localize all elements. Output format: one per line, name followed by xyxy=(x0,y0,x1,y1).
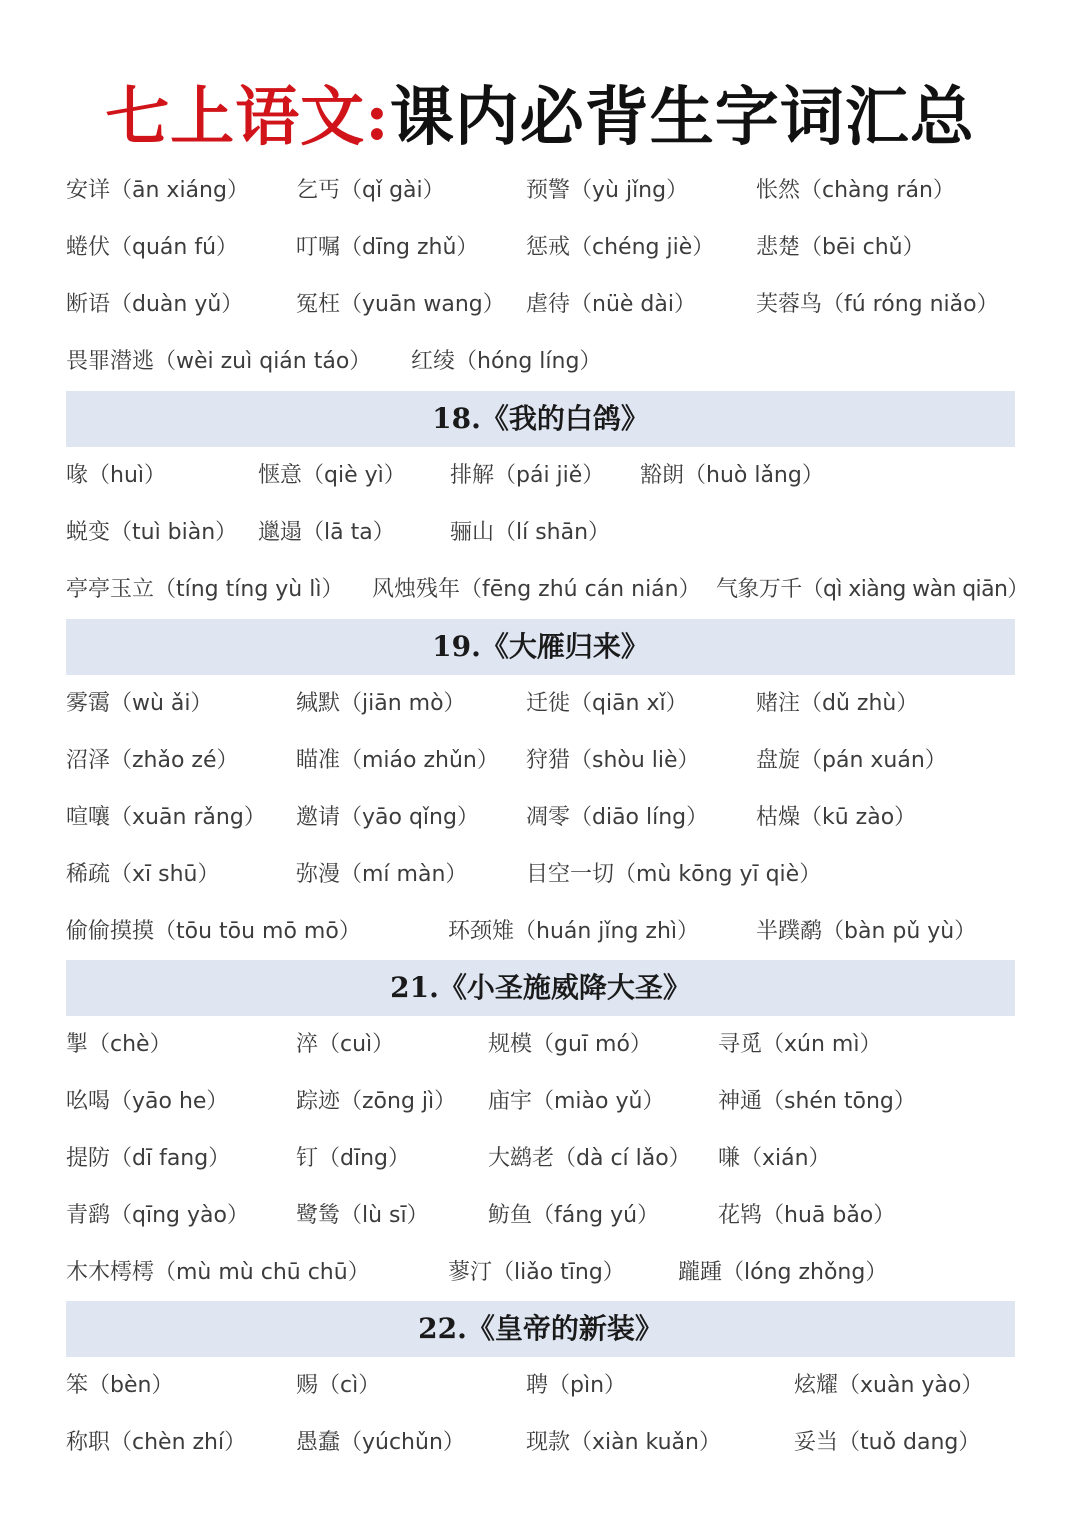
vocab-item: 鲂鱼（fáng yú） xyxy=(488,1203,660,1228)
vocab-item: 缄默（jiān mò） xyxy=(296,691,466,716)
vocab-row xyxy=(0,1196,1080,1236)
vocab-item: 寻觅（xún mì） xyxy=(718,1032,882,1057)
section-heading-bar xyxy=(66,1301,1015,1357)
vocab-item: 凋零（diāo líng） xyxy=(526,805,709,830)
vocab-item: 骊山（lí shān） xyxy=(450,520,611,545)
vocab-item: 炫耀（xuàn yào） xyxy=(794,1373,984,1398)
vocab-item: 乞丐（qǐ gài） xyxy=(296,178,445,203)
section-heading: 18.《我的白鸽》 xyxy=(432,402,649,435)
vocab-item: 青鹞（qīng yào） xyxy=(66,1203,249,1228)
vocab-item: 迁徙（qiān xǐ） xyxy=(526,691,688,716)
vocab-item: 沼泽（zhǎo zé） xyxy=(66,748,239,773)
vocab-item: 赌注（dǔ zhù） xyxy=(756,691,919,716)
vocab-row xyxy=(0,1082,1080,1122)
vocab-item: 稀疏（xī shū） xyxy=(66,862,220,887)
vocab-row xyxy=(0,513,1080,553)
vocab-item: 安详（ān xiáng） xyxy=(66,178,249,203)
vocab-row xyxy=(0,912,1080,952)
vocab-item: 称职（chèn zhí） xyxy=(66,1430,247,1455)
vocab-item: 现款（xiàn kuǎn） xyxy=(526,1430,721,1455)
vocab-row xyxy=(0,171,1080,211)
vocab-item: 邋遢（lā ta） xyxy=(258,520,395,545)
vocab-item: 亭亭玉立（tíng tíng yù lì） xyxy=(66,577,344,602)
vocab-item: 踪迹（zōng jì） xyxy=(296,1089,457,1114)
vocab-item: 半蹼鹬（bàn pǔ yù） xyxy=(756,919,977,944)
vocab-row xyxy=(0,855,1080,895)
vocab-item: 大鹚老（dà cí lǎo） xyxy=(488,1146,691,1171)
vocab-item: 断语（duàn yǔ） xyxy=(66,292,244,317)
vocab-item: 钉（dīng） xyxy=(296,1146,410,1171)
vocab-row xyxy=(0,1423,1080,1463)
vocab-item: 邀请（yāo qǐng） xyxy=(296,805,479,830)
section-heading-bar xyxy=(66,619,1015,675)
vocab-row xyxy=(0,1025,1080,1065)
vocab-item: 喙（huì） xyxy=(66,463,166,488)
vocab-row xyxy=(0,1139,1080,1179)
vocab-row xyxy=(0,342,1080,382)
vocab-item: 悲楚（bēi chǔ） xyxy=(756,235,925,260)
page-title xyxy=(0,78,1080,158)
vocab-item: 提防（dī fang） xyxy=(66,1146,231,1171)
vocab-row xyxy=(0,798,1080,838)
vocab-item: 怅然（chàng rán） xyxy=(756,178,955,203)
vocab-item: 聘（pìn） xyxy=(526,1373,627,1398)
vocab-item: 红绫（hóng líng） xyxy=(411,349,602,374)
vocab-item: 枯燥（kū zào） xyxy=(756,805,917,830)
section-heading-bar xyxy=(66,391,1015,447)
vocab-item: 气象万千（qì xiàng wàn qiān） xyxy=(716,577,1029,602)
vocab-item: 喧嚷（xuān rǎng） xyxy=(66,805,266,830)
title-part-black: 课内必背生字词汇总 xyxy=(389,80,975,155)
vocab-item: 风烛残年（fēng zhú cán nián） xyxy=(372,577,701,602)
vocab-item: 鹭鸶（lù sī） xyxy=(296,1203,429,1228)
vocab-item: 嗛（xián） xyxy=(718,1146,831,1171)
vocab-item: 豁朗（huò lǎng） xyxy=(640,463,824,488)
vocab-item: 躘踵（lóng zhǒng） xyxy=(678,1260,888,1285)
vocab-row xyxy=(0,684,1080,724)
section-heading: 19.《大雁归来》 xyxy=(432,630,649,663)
vocab-item: 赐（cì） xyxy=(296,1373,381,1398)
vocab-item: 蓼汀（liǎo tīng） xyxy=(448,1260,625,1285)
vocab-item: 花鸨（huā bǎo） xyxy=(718,1203,896,1228)
vocab-item: 虐待（nüè dài） xyxy=(526,292,696,317)
vocab-item: 神通（shén tōng） xyxy=(718,1089,916,1114)
section-heading: 21.《小圣施威降大圣》 xyxy=(390,971,691,1004)
vocab-row xyxy=(0,228,1080,268)
vocab-row xyxy=(0,741,1080,781)
vocab-item: 惩戒（chéng jiè） xyxy=(526,235,715,260)
section-heading: 22.《皇帝的新装》 xyxy=(418,1312,663,1345)
vocab-item: 预警（yù jǐng） xyxy=(526,178,689,203)
vocab-item: 排解（pái jiě） xyxy=(450,463,605,488)
vocab-item: 盘旋（pán xuán） xyxy=(756,748,947,773)
vocab-item: 环颈雉（huán jǐng zhì） xyxy=(448,919,700,944)
vocab-item: 庙宇（miào yǔ） xyxy=(488,1089,665,1114)
vocab-row xyxy=(0,456,1080,496)
vocab-item: 笨（bèn） xyxy=(66,1373,174,1398)
vocab-item: 规模（guī mó） xyxy=(488,1032,652,1057)
vocab-item: 掣（chè） xyxy=(66,1032,172,1057)
vocab-item: 弥漫（mí màn） xyxy=(296,862,468,887)
vocab-item: 蜕变（tuì biàn） xyxy=(66,520,238,545)
vocab-item: 惬意（qiè yì） xyxy=(258,463,406,488)
vocab-item: 妥当（tuǒ dang） xyxy=(794,1430,981,1455)
vocab-item: 畏罪潜逃（wèi zuì qián táo） xyxy=(66,349,372,374)
vocab-item: 木木樗樗（mù mù chū chū） xyxy=(66,1260,370,1285)
section-heading-bar xyxy=(66,960,1015,1016)
title-part-red: 七上语文: xyxy=(105,80,390,155)
vocab-item: 瞄准（miáo zhǔn） xyxy=(296,748,499,773)
vocab-item: 淬（cuì） xyxy=(296,1032,395,1057)
vocab-item: 吆喝（yāo he） xyxy=(66,1089,229,1114)
vocab-row xyxy=(0,1253,1080,1293)
vocab-item: 雾霭（wù ǎi） xyxy=(66,691,213,716)
vocab-row xyxy=(0,1366,1080,1406)
vocab-item: 目空一切（mù kōng yī qiè） xyxy=(526,862,822,887)
vocab-item: 偷偷摸摸（tōu tōu mō mō） xyxy=(66,919,361,944)
vocab-row xyxy=(0,570,1080,610)
vocab-row xyxy=(0,285,1080,325)
vocab-item: 愚蠢（yúchǔn） xyxy=(296,1430,465,1455)
vocab-item: 冤枉（yuān wang） xyxy=(296,292,505,317)
vocab-item: 叮嘱（dīng zhǔ） xyxy=(296,235,479,260)
vocab-item: 蜷伏（quán fú） xyxy=(66,235,239,260)
vocab-item: 芙蓉鸟（fú róng niǎo） xyxy=(756,292,999,317)
vocab-item: 狩猎（shòu liè） xyxy=(526,748,700,773)
